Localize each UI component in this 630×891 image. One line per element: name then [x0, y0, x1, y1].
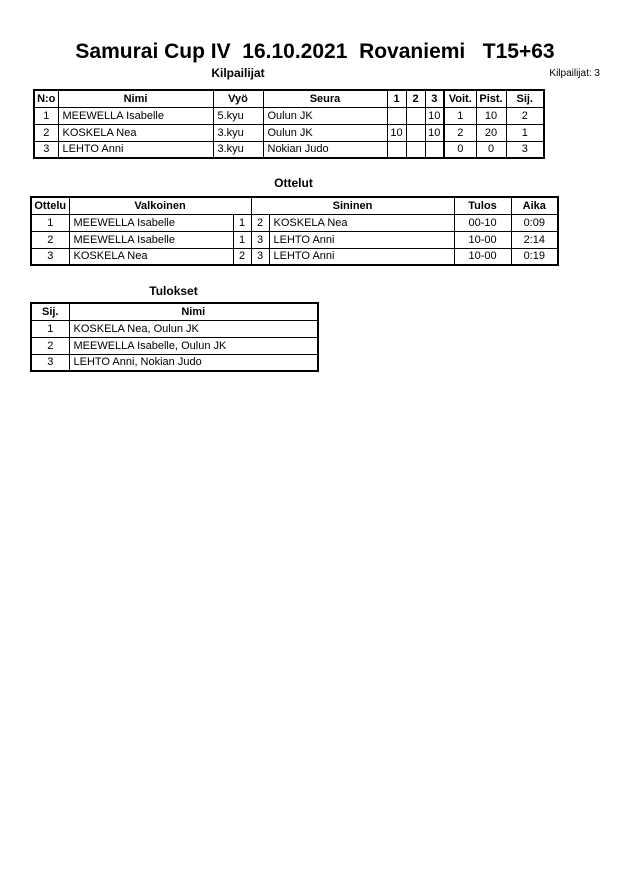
- white-competitor-name: MEEWELLA Isabelle: [69, 214, 233, 231]
- match-number: 3: [31, 248, 69, 265]
- matches-table: [30, 196, 559, 266]
- competitor-place: 1: [506, 124, 544, 141]
- match-grid-cell: [425, 141, 444, 158]
- match-grid-cell: 10: [425, 124, 444, 141]
- competitor-count-label: Kilpailijat: 3: [549, 68, 600, 79]
- competitor-wins: 1: [444, 107, 476, 124]
- competitor-place: 3: [506, 141, 544, 158]
- result-place: 1: [31, 320, 69, 337]
- competitor-wins: 0: [444, 141, 476, 158]
- col-header-voit: Voit.: [444, 90, 476, 107]
- competitors-table: [33, 89, 545, 159]
- match-grid-cell: [387, 107, 406, 124]
- blue-competitor-number: 3: [251, 231, 269, 248]
- competitor-club: Oulun JK: [263, 107, 387, 124]
- blue-competitor-name: LEHTO Anni: [269, 248, 454, 265]
- competitor-number: 1: [34, 107, 58, 124]
- col-header-ottelu: Ottelu: [31, 197, 69, 214]
- col-header-valkoinen: Valkoinen: [69, 197, 251, 214]
- col-header-nimi: Nimi: [58, 90, 213, 107]
- match-result: 00-10: [454, 214, 511, 231]
- result-place: 3: [31, 354, 69, 371]
- competitor-row: [34, 141, 544, 158]
- col-header-match2: 2: [406, 90, 425, 107]
- matches-section-heading: Ottelut: [274, 176, 313, 190]
- competitors-header-row: [34, 90, 544, 107]
- competitor-grade: 3.kyu: [213, 141, 263, 158]
- competitor-wins: 2: [444, 124, 476, 141]
- competitor-row: [34, 107, 544, 124]
- match-result: 10-00: [454, 248, 511, 265]
- results-section-heading: Tulokset: [149, 284, 198, 298]
- competitor-row: [34, 124, 544, 141]
- blue-competitor-number: 3: [251, 248, 269, 265]
- white-competitor-name: KOSKELA Nea: [69, 248, 233, 265]
- blue-competitor-number: 2: [251, 214, 269, 231]
- col-header-tulos: Tulos: [454, 197, 511, 214]
- col-header-match3: 3: [425, 90, 444, 107]
- page-title: Samurai Cup IV 16.10.2021 Rovaniemi T15+63: [75, 40, 555, 63]
- match-result: 10-00: [454, 231, 511, 248]
- col-header-nimi: Nimi: [69, 303, 318, 320]
- result-place: 2: [31, 337, 69, 354]
- competitor-place: 2: [506, 107, 544, 124]
- match-time: 2:14: [511, 231, 558, 248]
- col-header-seura: Seura: [263, 90, 387, 107]
- competitor-number: 3: [34, 141, 58, 158]
- match-row: [31, 248, 558, 265]
- competitor-grade: 3.kyu: [213, 124, 263, 141]
- match-time: 0:09: [511, 214, 558, 231]
- competitor-name: MEEWELLA Isabelle: [58, 107, 213, 124]
- competitor-name: LEHTO Anni: [58, 141, 213, 158]
- match-row: [31, 214, 558, 231]
- col-header-sij: Sij.: [31, 303, 69, 320]
- results-header-row: [31, 303, 318, 320]
- competitor-club: Nokian Judo: [263, 141, 387, 158]
- match-number: 1: [31, 214, 69, 231]
- white-competitor-number: 1: [233, 214, 251, 231]
- match-grid-cell: [387, 141, 406, 158]
- result-row: [31, 320, 318, 337]
- competitor-club: Oulun JK: [263, 124, 387, 141]
- col-header-no: N:o: [34, 90, 58, 107]
- result-name: KOSKELA Nea, Oulun JK: [69, 320, 318, 337]
- competitor-grade: 5.kyu: [213, 107, 263, 124]
- match-time: 0:19: [511, 248, 558, 265]
- result-name: MEEWELLA Isabelle, Oulun JK: [69, 337, 318, 354]
- result-row: [31, 354, 318, 371]
- competitor-points: 0: [476, 141, 506, 158]
- match-grid-cell: [406, 141, 425, 158]
- competitor-name: KOSKELA Nea: [58, 124, 213, 141]
- col-header-sininen: Sininen: [251, 197, 454, 214]
- match-row: [31, 231, 558, 248]
- match-grid-cell: 10: [387, 124, 406, 141]
- blue-competitor-name: LEHTO Anni: [269, 231, 454, 248]
- matches-header-row: [31, 197, 558, 214]
- col-header-aika: Aika: [511, 197, 558, 214]
- blue-competitor-name: KOSKELA Nea: [269, 214, 454, 231]
- col-header-sij: Sij.: [506, 90, 544, 107]
- col-header-match1: 1: [387, 90, 406, 107]
- competitor-points: 20: [476, 124, 506, 141]
- competitor-points: 10: [476, 107, 506, 124]
- result-row: [31, 337, 318, 354]
- match-grid-cell: 10: [425, 107, 444, 124]
- competitor-number: 2: [34, 124, 58, 141]
- result-name: LEHTO Anni, Nokian Judo: [69, 354, 318, 371]
- competitors-section-heading: Kilpailijat: [211, 66, 265, 80]
- match-grid-cell: [406, 107, 425, 124]
- match-number: 2: [31, 231, 69, 248]
- results-table: [30, 302, 319, 372]
- white-competitor-number: 2: [233, 248, 251, 265]
- col-header-pist: Pist.: [476, 90, 506, 107]
- match-grid-cell: [406, 124, 425, 141]
- white-competitor-number: 1: [233, 231, 251, 248]
- col-header-vyo: Vyö: [213, 90, 263, 107]
- white-competitor-name: MEEWELLA Isabelle: [69, 231, 233, 248]
